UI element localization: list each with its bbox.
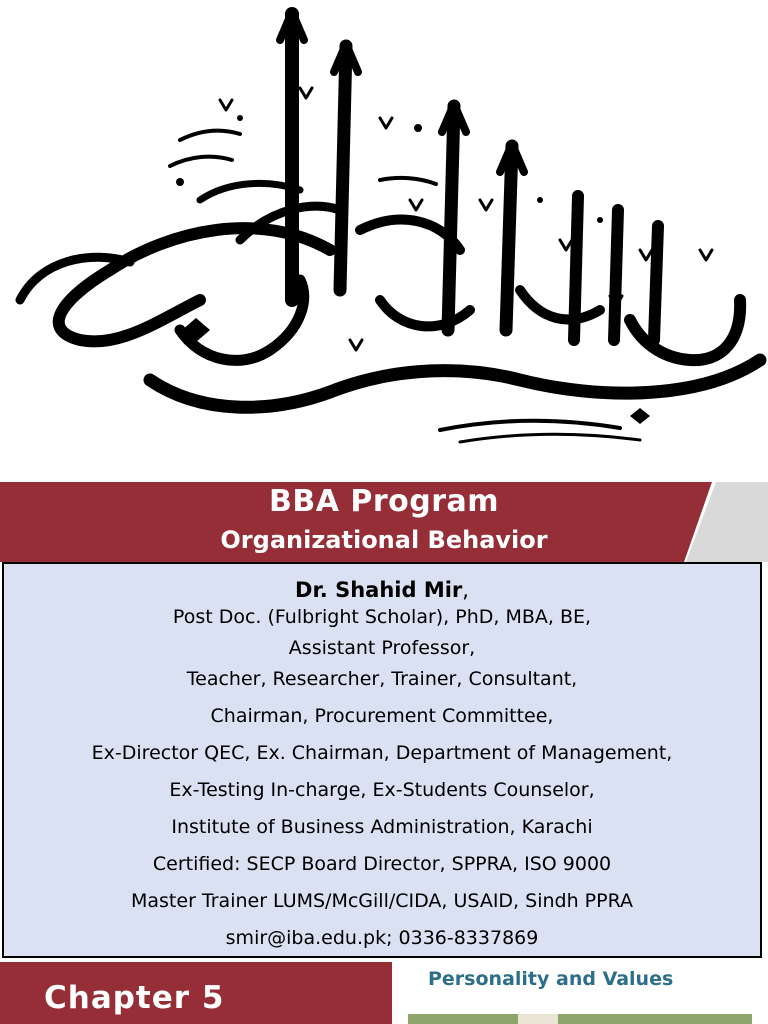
- contact-line: smir@iba.edu.pk; 0336-8337869: [225, 927, 539, 949]
- book-cover-thumbnail: [400, 962, 768, 1024]
- ex-testing-line: Ex-Testing In-charge, Ex-Students Counselor,: [169, 779, 595, 801]
- chapter-bar: [0, 962, 392, 1024]
- instructor-name-line: [4, 578, 760, 602]
- institute-line: Institute of Business Administration, Karachi: [171, 816, 593, 838]
- instructor-name: Dr. Shahid Mir: [295, 578, 463, 602]
- credentials-line: Post Doc. (Fulbright Scholar), PhD, MBA, BE,: [172, 606, 592, 628]
- bismillah-calligraphy-icon: [0, 0, 768, 470]
- roles-line: Teacher, Researcher, Trainer, Consultant,: [186, 668, 578, 690]
- book-title: Personality and Values: [428, 968, 674, 990]
- certified-line: Certified: SECP Board Director, SPPRA, ISO 9000: [152, 853, 612, 875]
- instructor-name-suffix: ,: [462, 578, 469, 602]
- book-photo-highlight: [518, 1014, 558, 1024]
- title-banner: [0, 482, 768, 562]
- course-title: Organizational Behavior: [220, 526, 548, 554]
- program-title: BBA Program: [268, 484, 500, 519]
- position-line: Assistant Professor,: [288, 637, 476, 659]
- book-cover-photo: [408, 1014, 752, 1024]
- committee-line: Chairman, Procurement Committee,: [210, 705, 554, 727]
- ex-director-line: Ex-Director QEC, Ex. Chairman, Department of Management,: [91, 742, 673, 764]
- chapter-label: Chapter 5: [44, 980, 225, 1016]
- instructor-info-box: [2, 562, 762, 958]
- master-trainer-line: Master Trainer LUMS/McGill/CIDA, USAID, Sindh PPRA: [131, 890, 633, 912]
